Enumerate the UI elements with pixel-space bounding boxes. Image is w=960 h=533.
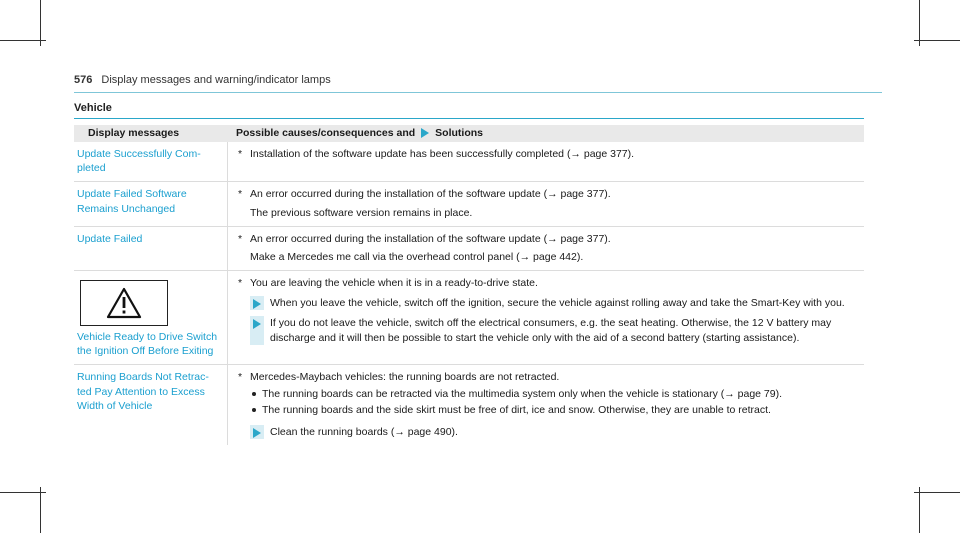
table-row: Vehicle Ready to Drive Switch the Ignition Off Before Exiting * You are leaving the vehicle when it is in a ready-to-drive state. When you leave the vehicle, switch off the ignition, secure the vehicle against rolling away and take the Smart-Key with you. If you do not leave the vehicle, switch off the electrical consumers, e.g. the seat heating. Otherwise, the 12 V battery may discharge and it will then be possible to start the vehicle only with the aid of a second battery (starting assistance). (74, 271, 864, 365)
header-rule (74, 92, 882, 93)
step-arrow-icon (250, 296, 264, 310)
step-arrow-icon (250, 316, 264, 344)
table-row: Update Failed * An error occurred during the installation of the software update (→ page 377). Make a Mercedes me call via the overhead control panel (→ page 442). (74, 227, 864, 271)
message-text: Update Failed (74, 227, 228, 270)
table-row: Running Boards Not Retrac- ted Pay Attention to Excess Width of Vehicle * Mercedes-Maybach vehicles: the running boards are not retracted. The running boards can be retracted via the multimedia system only when the vehicle is stationary (→ page 79). The running boards and the side skirt must be free of dirt, ice and snow. Otherwise, they are unable to retract. Clean the running boards (→ page 490). (74, 365, 864, 445)
crop-mark (914, 492, 960, 493)
consequence-text: The previous software version remains in place. (250, 206, 473, 219)
message-text: Update Failed Software Remains Unchanged (74, 182, 228, 225)
solution-step: If you do not leave the vehicle, switch off the electrical consumers, e.g. the seat heating. Otherwise, the 12 V battery may discharge and it will then be possible to start the vehicle only with the aid of a second battery (starting assistance). (238, 316, 858, 344)
crop-mark (914, 40, 960, 41)
page-header (74, 74, 331, 86)
table-row: Update Successfully Com- pleted * Installation of the software update has been successfully completed (→ page 377). (74, 142, 864, 182)
cause-text: Mercedes-Maybach vehicles: the running boards are not retracted. (250, 371, 560, 384)
cause-text: You are leaving the vehicle when it is in a ready-to-drive state. (250, 277, 538, 290)
message-text: Running Boards Not Retrac- ted Pay Attention to Excess Width of Vehicle (74, 365, 228, 445)
crop-mark (0, 492, 46, 493)
col-header-messages: Display messages (88, 127, 180, 140)
crop-mark (0, 40, 46, 41)
solution-step: Clean the running boards (→ page 490). (238, 425, 858, 439)
solution-step: When you leave the vehicle, switch off the ignition, secure the vehicle against rolling away and take the Smart-Key with you. (238, 296, 858, 310)
cause-text: An error occurred during the installation of the software update (→ page 377). (250, 232, 611, 245)
table-row: Update Failed Software Remains Unchanged * An error occurred during the installation of the software update (→ page 377). The previous software version remains in place. (74, 182, 864, 226)
warning-triangle-icon (80, 280, 168, 326)
table-header (74, 125, 864, 142)
message-text: Vehicle Ready to Drive Switch the Ignition Off Before Exiting (77, 331, 218, 358)
cause-text: Installation of the software update has been successfully completed (→ page 377). (250, 148, 635, 160)
section-title: Vehicle (74, 102, 112, 114)
display-messages-table (74, 125, 864, 445)
col-header-solutions: Possible causes/consequences and Solutions (236, 127, 484, 140)
page-number: 576 (74, 74, 93, 86)
consequence-text: Make a Mercedes me call via the overhead control panel (→ page 442). (250, 250, 584, 263)
section-rule (74, 118, 864, 119)
cause-text: An error occurred during the installation of the software update (→ page 377). (250, 188, 611, 201)
solution-arrow-icon (421, 128, 429, 138)
step-arrow-icon (250, 425, 264, 439)
message-text: Update Successfully Com- pleted (74, 142, 228, 181)
bullet-item: The running boards can be retracted via the multimedia system only when the vehicle is stationary (→ page 79). (238, 387, 858, 401)
header-title: Display messages and warning/indicator lamps (101, 74, 331, 86)
crop-mark (919, 487, 920, 533)
crop-mark (40, 487, 41, 533)
bullet-item: The running boards and the side skirt must be free of dirt, ice and snow. Otherwise, they are unable to retract. (238, 403, 858, 417)
